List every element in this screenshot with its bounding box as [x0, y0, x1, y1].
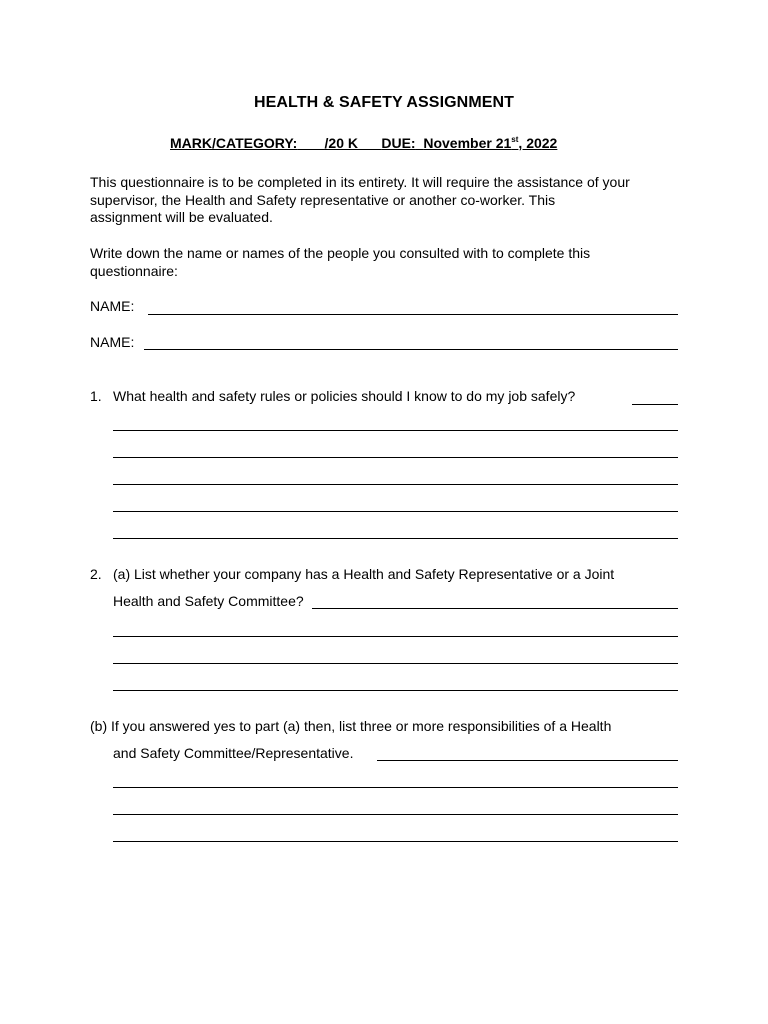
answer-line[interactable]: [113, 787, 678, 788]
due-label: DUE:: [381, 135, 416, 151]
answer-line[interactable]: [113, 814, 678, 815]
answer-line[interactable]: [113, 538, 678, 539]
mark-category-due-line: [170, 135, 557, 151]
due-date-main: November 21: [423, 135, 512, 151]
question-2-number: 2.: [90, 566, 102, 582]
answer-line[interactable]: [113, 690, 678, 691]
answer-line[interactable]: [113, 841, 678, 842]
name-label: NAME:: [90, 334, 135, 350]
consult-line: Write down the name or names of the people you consulted with to complete this: [90, 245, 591, 261]
mark-label: MARK/CATEGORY:: [170, 135, 298, 151]
mark-value: /20 K: [324, 135, 358, 151]
intro-paragraph: [90, 174, 690, 227]
name-blank-2[interactable]: [144, 349, 678, 350]
question-2a-text: (a) List whether your company has a Health and Safety Representative or a Joint: [113, 566, 615, 582]
answer-line[interactable]: [113, 430, 678, 431]
intro-line: supervisor, the Health and Safety representative or another co-worker. This: [90, 191, 556, 208]
name-label: NAME:: [90, 298, 135, 314]
intro-line: assignment will be evaluated.: [90, 209, 273, 225]
question-1-number: 1.: [90, 388, 102, 404]
due-date-year: , 2022: [518, 135, 558, 151]
question-2b-text: (b) If you answered yes to part (a) then, list three or more responsibilities of a Health: [90, 718, 612, 734]
answer-line[interactable]: [113, 663, 678, 664]
question-1-mark-blank[interactable]: [632, 404, 678, 405]
consult-paragraph: [90, 245, 690, 280]
due-date-suffix: st: [511, 135, 519, 144]
name-blank-1[interactable]: [148, 314, 678, 315]
answer-line[interactable]: [113, 636, 678, 637]
answer-line[interactable]: [312, 608, 678, 609]
consult-line: questionnaire:: [90, 262, 178, 279]
question-2a-text-continued: Health and Safety Committee?: [113, 593, 304, 609]
page-title: HEALTH & SAFETY ASSIGNMENT: [253, 94, 515, 111]
answer-line[interactable]: [113, 484, 678, 485]
question-2b-text-continued: and Safety Committee/Representative.: [113, 745, 354, 761]
intro-line: This questionnaire is to be completed in its entirety. It will require the assistance of your: [90, 174, 630, 190]
answer-line[interactable]: [377, 760, 678, 761]
answer-line[interactable]: [113, 511, 678, 512]
answer-line[interactable]: [113, 457, 678, 458]
question-1-text: What health and safety rules or policies should I know to do my job safely?: [113, 388, 576, 404]
